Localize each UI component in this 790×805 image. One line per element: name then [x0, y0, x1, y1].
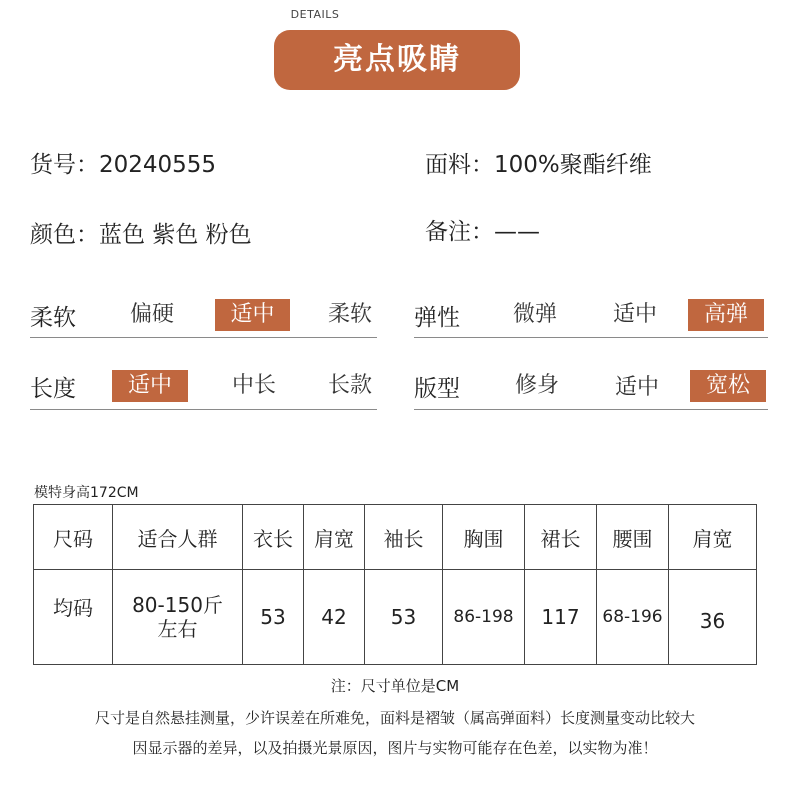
size-table [33, 504, 757, 665]
softness-option-soft: 柔软 [327, 302, 372, 327]
header-garment-length: 衣长 [243, 505, 304, 570]
item-number-label: 货号： [30, 152, 99, 178]
fabric-label: 面料： [425, 152, 494, 178]
size-table-header-row [34, 505, 757, 570]
cell-shoulder-width-2: 36 [669, 570, 757, 665]
cell-suitable-for-line2: 左右 [157, 617, 198, 641]
header-shoulder-width: 肩宽 [304, 505, 365, 570]
details-label: DETAILS [290, 8, 340, 21]
item-number-value: 20240555 [99, 152, 217, 178]
section-title-banner: 亮点吸睛 [274, 30, 520, 90]
cell-shoulder-width: 42 [304, 570, 365, 665]
cell-sleeve-length: 53 [365, 570, 443, 665]
length-option-mid-long: 中长 [231, 373, 276, 398]
color-value: 蓝色 紫色 粉色 [99, 222, 252, 248]
fit-option-medium: 适中 [614, 375, 659, 400]
elasticity-option-medium: 适中 [612, 302, 657, 327]
size-table-row [34, 570, 757, 665]
elasticity-option-high-selected: 高弹 [688, 299, 764, 331]
fabric-value: 100%聚酯纤维 [494, 152, 652, 178]
unit-note: 注：尺寸单位是CM [330, 677, 460, 695]
fit-divider [414, 409, 768, 410]
elasticity-option-slight: 微弹 [512, 302, 557, 327]
header-size: 尺码 [34, 505, 113, 570]
softness-label: 柔软 [30, 305, 76, 331]
item-number [30, 146, 216, 179]
header-waist: 腰围 [597, 505, 669, 570]
header-suitable-for: 适合人群 [113, 505, 243, 570]
header-skirt-length: 裙长 [525, 505, 597, 570]
remark-info [425, 213, 540, 246]
elasticity-label: 弹性 [414, 305, 460, 331]
cell-garment-length: 53 [243, 570, 304, 665]
fabric-info [425, 146, 652, 179]
header-sleeve-length: 袖长 [365, 505, 443, 570]
length-option-long: 长款 [327, 373, 372, 398]
cell-chest: 86-198 [443, 570, 525, 665]
fit-option-loose-selected: 宽松 [690, 370, 766, 402]
cell-waist: 68-196 [597, 570, 669, 665]
length-label: 长度 [30, 376, 76, 402]
header-chest: 胸围 [443, 505, 525, 570]
measurement-disclaimer: 尺寸是自然悬挂测量，少许误差在所难免，面料是褶皱（属高弹面料）长度测量变动比较大 [94, 709, 695, 727]
header-shoulder-width-2: 肩宽 [669, 505, 757, 570]
length-divider [30, 409, 377, 410]
softness-option-hard: 偏硬 [129, 302, 174, 327]
cell-suitable-for [113, 570, 243, 665]
cell-skirt-length: 117 [525, 570, 597, 665]
color-label: 颜色： [30, 222, 99, 248]
fit-label: 版型 [414, 376, 460, 402]
remark-label: 备注： [425, 219, 494, 245]
model-height-note: 模特身高172CM [34, 485, 139, 501]
softness-divider [30, 337, 377, 338]
softness-option-medium-selected: 适中 [215, 299, 290, 331]
color-info [30, 216, 252, 249]
color-disclaimer: 因显示器的差异，以及拍摄光景原因，图片与实物可能存在色差，以实物为准！ [132, 739, 658, 757]
remark-value: —— [494, 219, 540, 245]
fit-option-slim: 修身 [514, 373, 559, 398]
length-option-medium-selected: 适中 [112, 370, 188, 402]
elasticity-divider [414, 337, 768, 338]
cell-suitable-for-line1: 80-150斤 [132, 593, 223, 617]
cell-size: 均码 [34, 570, 113, 665]
